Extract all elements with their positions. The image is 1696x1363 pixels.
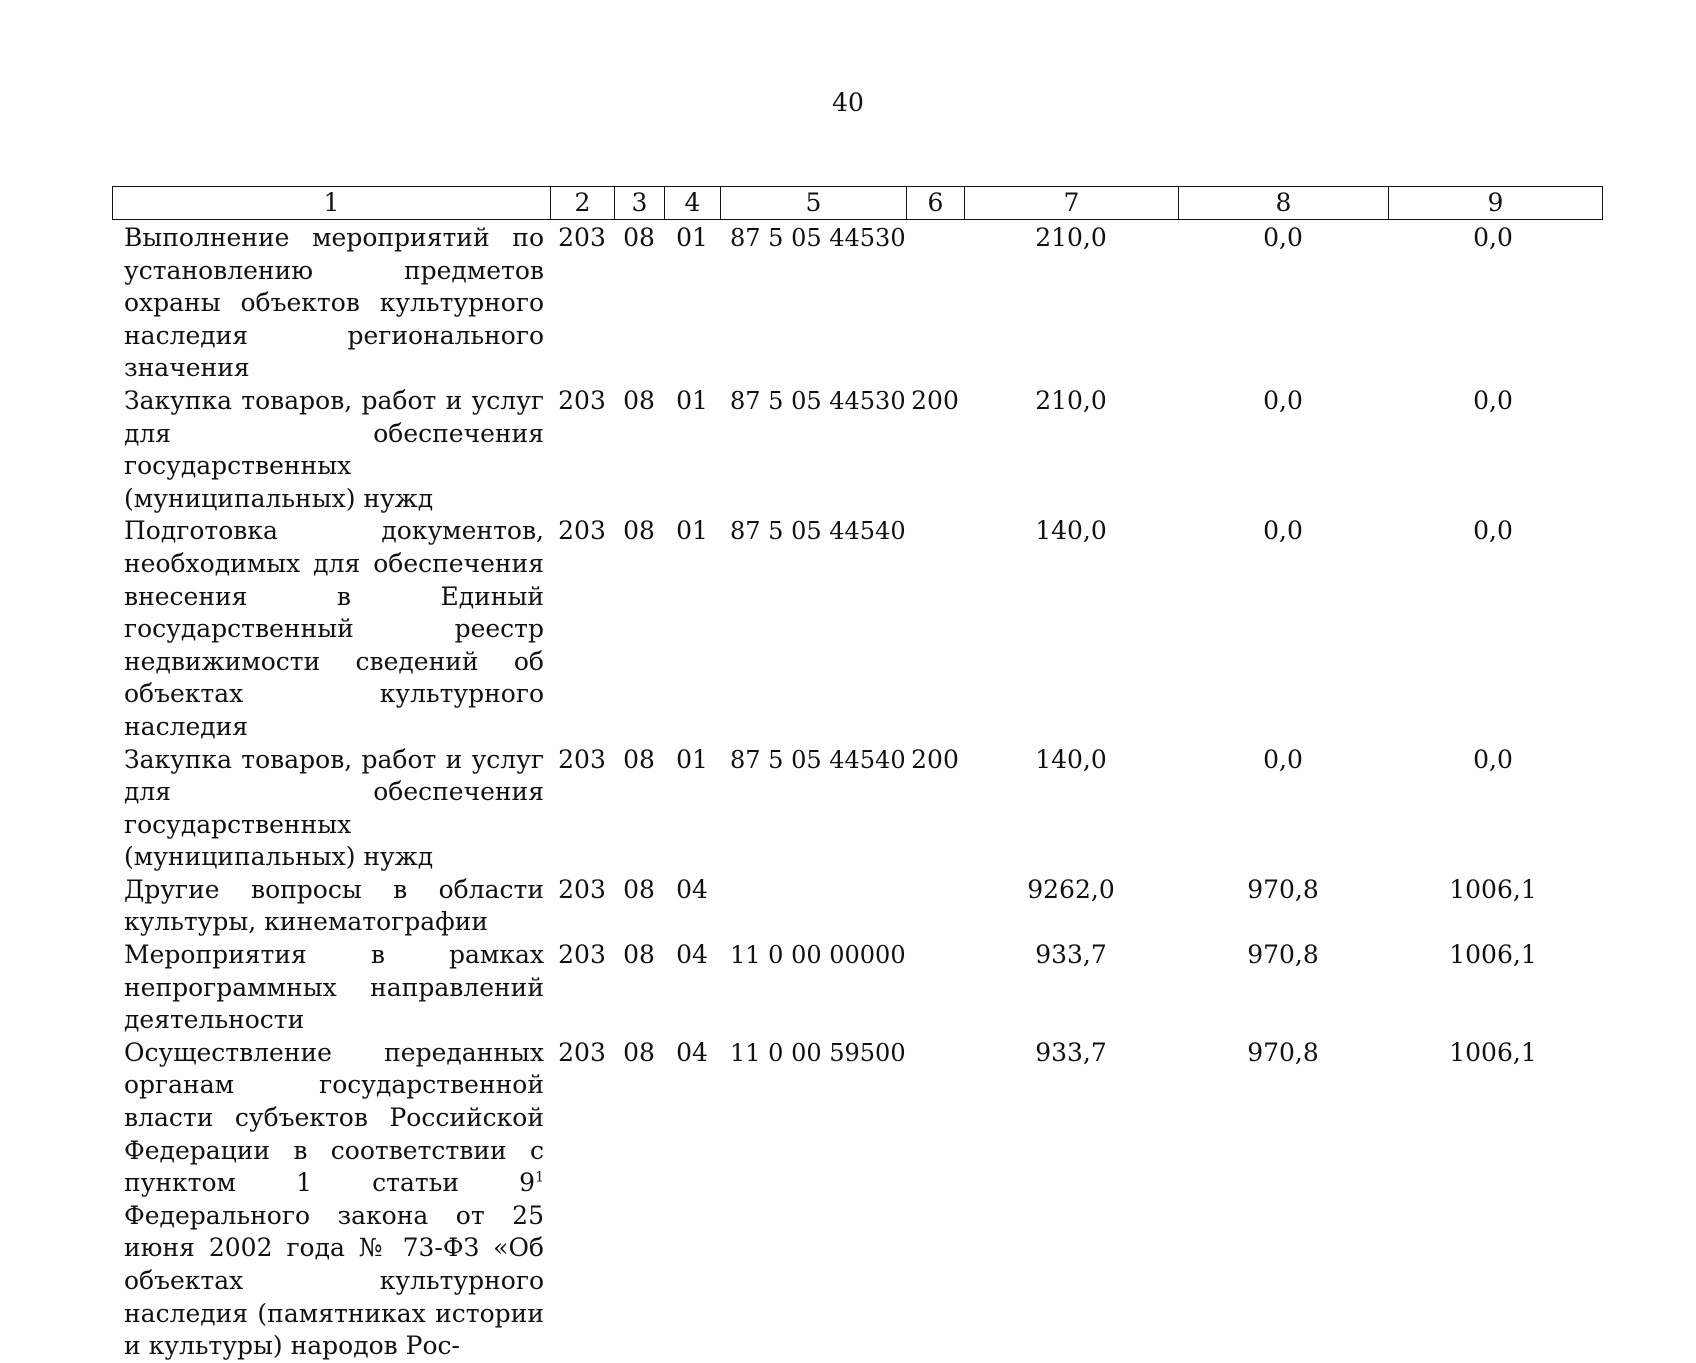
row-code-5: 87 5 05 44530 [730, 224, 906, 252]
row-code-6 [906, 939, 964, 1037]
row-code-4: 04 [676, 874, 708, 904]
row-amount-9: 0,0 [1473, 385, 1513, 415]
row-code-3: 08 [623, 874, 655, 904]
table-row [112, 874, 1602, 939]
row-amount-7: 210,0 [1035, 223, 1107, 252]
row-amount-7: 933,7 [1035, 940, 1107, 970]
row-amount-7: 9262,0 [1027, 874, 1115, 904]
header-col-2: 2 [551, 187, 615, 220]
row-amount-7: 140,0 [1035, 516, 1107, 546]
row-amount-8: 0,0 [1263, 744, 1303, 774]
row-code-6 [906, 515, 964, 743]
row-description: Закупка товаров, работ и услуг для обеспечения государственных (муниципальных) нужд [124, 385, 544, 513]
row-code-5: 11 0 00 00000 [730, 941, 906, 970]
row-code-3: 08 [623, 744, 655, 774]
row-description: Выполнение мероприятий по установлению предметов охраны объектов культурного наследия регионального значения [124, 223, 544, 383]
row-amount-7: 210,0 [1035, 385, 1107, 415]
row-description-start: Осуществление переданных органам государственной власти субъектов Российской Федерации в соответствии с пунктом 1 статьи 9 [124, 1037, 544, 1198]
row-amount-9: 1006,1 [1449, 1037, 1537, 1067]
row-code-2: 203 [558, 385, 606, 415]
row-amount-8: 970,8 [1247, 1037, 1319, 1067]
header-col-3: 3 [615, 187, 665, 220]
row-code-2: 203 [558, 744, 606, 774]
row-amount-9: 0,0 [1473, 516, 1513, 546]
row-code-4: 01 [676, 744, 708, 774]
row-code-6: 200 [911, 744, 959, 774]
row-code-3: 08 [623, 223, 655, 252]
row-amount-7: 140,0 [1035, 744, 1107, 774]
table-row [112, 744, 1602, 874]
row-code-4: 01 [676, 223, 708, 252]
header-col-9: 9 [1389, 187, 1603, 220]
table-row [112, 222, 1602, 385]
row-description: Закупка товаров, работ и услуг для обеспечения государственных (муниципальных) нужд [124, 744, 544, 872]
row-code-3: 08 [623, 940, 655, 970]
header-col-7: 7 [965, 187, 1179, 220]
header-col-6: 6 [907, 187, 965, 220]
row-amount-8: 0,0 [1263, 223, 1303, 252]
header-col-8: 8 [1179, 187, 1389, 220]
row-code-3: 08 [623, 516, 655, 546]
row-amount-9: 0,0 [1473, 223, 1513, 252]
row-amount-9: 1006,1 [1449, 874, 1537, 904]
row-code-6 [906, 222, 964, 385]
row-code-2: 203 [558, 940, 606, 970]
row-amount-9: 1006,1 [1449, 940, 1537, 970]
row-code-4: 04 [676, 940, 708, 970]
row-code-5 [720, 874, 906, 939]
header-col-5: 5 [721, 187, 907, 220]
footnote-superscript: 1 [535, 1169, 544, 1186]
row-code-2: 203 [558, 874, 606, 904]
row-amount-8: 970,8 [1247, 874, 1319, 904]
row-code-4: 01 [676, 516, 708, 546]
row-code-2: 203 [558, 1037, 606, 1067]
row-code-6: 200 [911, 385, 959, 415]
row-code-5: 87 5 05 44540 [730, 745, 906, 774]
row-code-5: 87 5 05 44540 [730, 517, 906, 546]
row-code-4: 04 [676, 1037, 708, 1067]
row-description: Мероприятия в рамках непрограммных направлений деятельности [124, 940, 544, 1035]
column-number-header [112, 186, 1603, 220]
row-description: Другие вопросы в области культуры, кинематографии [124, 874, 544, 937]
table-row [112, 385, 1602, 515]
row-amount-8: 0,0 [1263, 385, 1303, 415]
header-col-4: 4 [665, 187, 721, 220]
row-code-2: 203 [558, 223, 606, 252]
row-code-3: 08 [623, 385, 655, 415]
header-col-1: 1 [113, 187, 551, 220]
row-code-6 [906, 874, 964, 939]
row-code-3: 08 [623, 1037, 655, 1067]
table-row [112, 515, 1602, 743]
budget-table-body [112, 222, 1602, 1363]
row-amount-8: 970,8 [1247, 940, 1319, 970]
row-code-5: 87 5 05 44530 [730, 386, 906, 415]
row-amount-9: 0,0 [1473, 744, 1513, 774]
row-amount-8: 0,0 [1263, 516, 1303, 546]
table-row [112, 939, 1602, 1037]
row-description-end: Федерального закона от 25 июня 2002 года № 73-ФЗ «Об объектах культурного наследия (памятниках истории и культуры) народов Рос- [124, 1200, 544, 1361]
row-code-4: 01 [676, 385, 708, 415]
page-number: 40 [832, 88, 864, 117]
row-description: Подготовка документов, необходимых для обеспечения внесения в Единый государственный реестр недвижимости сведений об объектах культурного наследия [124, 516, 544, 741]
row-code-5: 11 0 00 59500 [730, 1038, 906, 1067]
row-amount-7: 933,7 [1035, 1037, 1107, 1067]
row-code-2: 203 [558, 516, 606, 546]
